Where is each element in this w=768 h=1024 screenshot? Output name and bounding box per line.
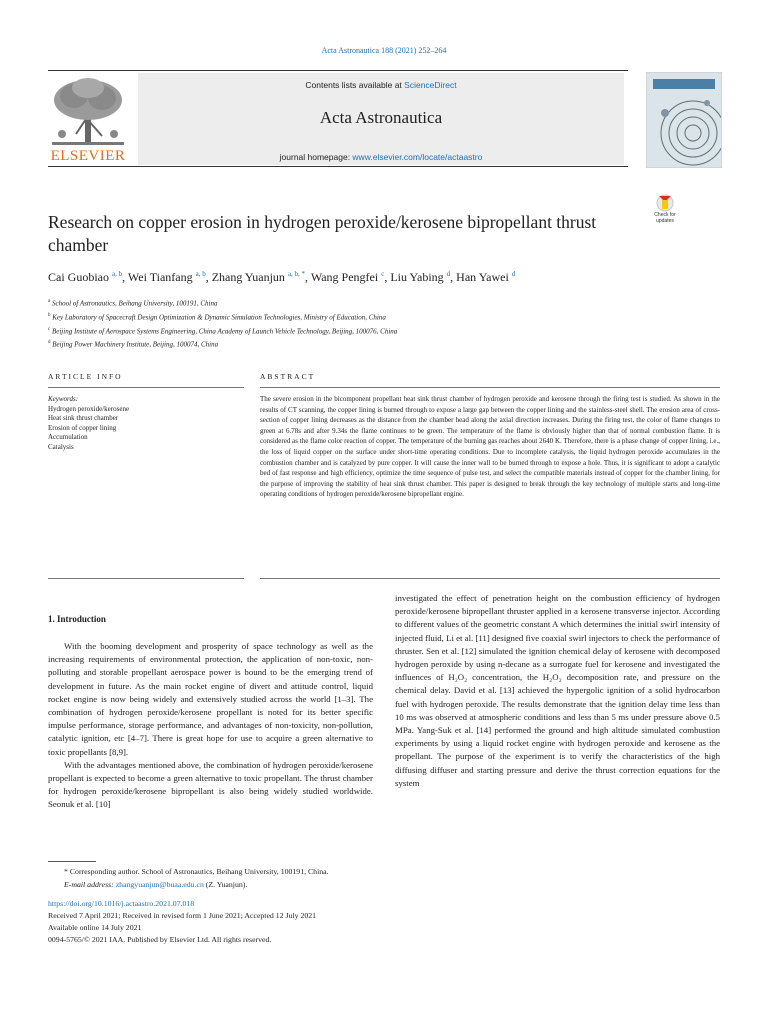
crossmark-label[interactable]: [644, 212, 686, 224]
keyword-item: Catalysis: [48, 442, 74, 451]
article-info-rule: [48, 387, 244, 388]
keyword-item: Accumulation: [48, 433, 88, 442]
author[interactable]: Wei Tianfang $^{a, b}$: [127, 270, 206, 284]
author[interactable]: Cai Guobiao $^{a, b}$: [48, 270, 123, 284]
author[interactable]: Liu Yabing $^d$: [390, 270, 451, 284]
sciencedirect-link[interactable]: ScienceDirect: [404, 80, 457, 90]
crossmark-line2: updates: [656, 218, 674, 224]
article-title: Research on copper erosion in hydrogen peroxide/kerosene bipropellant thrust chamber: [48, 212, 597, 255]
publication-info: [48, 898, 720, 946]
author-list: Cai Guobiao $^{a, b}$, Wei Tianfang $^{a, b}$, Zhang Yuanjun $^{a, b, *}$, Wang Pengfei $^c$, Liu Yabing $^d$, Han Yawei $^d$: [48, 270, 516, 284]
body-column-left: [48, 640, 373, 812]
keywords-label: Keywords:: [48, 395, 79, 403]
abstract-text: The severe erosion in the bicomponent propellant heat sink thrust chamber of hydrogen peroxide and kerosene through the firing test is studied. As shown in the results of CT scanning, the copper lining is burned through to expose a large gap between the copper lining and the stainless-steel shell. The erosion area of cross-section of copper lining decreases as the distance from the chamber head along the axial direction increases. During the firing test, the color of flame changes to green at 6.78s and after 9.34s the flame continues to be green. The temperature of the flame is obviously higher than that of normal combustion flame. It is considered as the flame color reaction of copper. The temperature of the burning gas reaches about 2640 K. Therefore, there is a phase change of copper lining, i.e., the loss of liquid copper on the surface under short-time operating conditions. Due to incomplete catalysis, the liquid hydrogen peroxide accumulates in the combustion chamber and is catalyzed by pure copper. It will cause the inner wall to be burned through to expose a hole. Thus, it is significant to adopt a catalytic bed of fast response and high efficiency, optimize the time sequence of pulse test, and select the compatible materials instead of copper for the chamber lining, for the purpose of improving the stability of heat sink thrust chamber. This paper is designed to break through the key technology of multiple starts and long-time operating conditions of hydrogen peroxide/kerosene bipropellant engine.: [260, 395, 720, 499]
journal-cover-thumbnail[interactable]: [646, 72, 722, 168]
contents-line: [138, 80, 624, 90]
header-rule-top: [48, 70, 628, 71]
footnote-rule: [48, 861, 96, 862]
received-dates: Received 7 April 2021; Received in revised form 1 June 2021; Accepted 12 July 2021: [48, 911, 317, 920]
keywords-list: [48, 395, 244, 453]
paragraph: With the advantages mentioned above, the combination of hydrogen peroxide/kerosene propellant is expected to become a green alternative to toxic propellant. The thrust chamber for hydrogen peroxide/kerosene bipropellant is also being widely studied worldwide. Seonuk et al. [10]: [48, 759, 373, 810]
email-suffix: (Z. Yuanjun).: [203, 879, 248, 889]
elsevier-wordmark[interactable]: ELSEVIER: [50, 148, 126, 164]
abstract-rule: [260, 387, 720, 388]
paragraph: With the booming development and prosperity of space technology as well as the increasing requirements of environmental protection, the application of non-toxic, non-polluting and storable propellant aerospace power is bound to be the emerging trend of development in future. As the main rocket engine of divert and attitude control, liquid rocket engine is now being widely and extensively studied across the world [1–3]. The combination of hydrogen peroxide/kerosene propellant is noted for its better specific impulse performance, storage performance, and advantages of non-toxicity, non-pollution, catalytic ignition, etc [4–7]. There is great hope for use to acquire a green alternative to toxic propellants [8,9].: [48, 641, 373, 757]
crossmark-line1: Check for: [654, 212, 676, 218]
abstract-rule-bottom: [260, 578, 720, 579]
section-heading-introduction: 1. Introduction: [48, 614, 106, 624]
journal-homepage: [138, 152, 624, 162]
header-rule-bottom: [48, 166, 628, 167]
keyword-item: Heat sink thrust chamber: [48, 414, 119, 423]
footnotes: [48, 866, 720, 891]
email-note: [48, 879, 720, 892]
author[interactable]: Zhang Yuanjun $^{a, b, *}$: [211, 270, 306, 284]
copyright: 0094-5765/© 2021 IAA. Published by Elsevier Ltd. All rights reserved.: [48, 935, 272, 944]
affiliation-item: $^c$ Beijing Institute of Aerospace Systems Engineering, China Academy of Launch Vehicle Technology, Beijing, 100076, China: [48, 326, 398, 335]
article-info-rule-bottom: [48, 578, 244, 579]
email-link[interactable]: zhangyuanjun@buaa.edu.cn: [115, 879, 204, 889]
corresponding-author-note: * Corresponding author. School of Astronautics, Beihang University, 100191, China.: [64, 867, 329, 876]
available-online: Available online 14 July 2021: [48, 923, 142, 932]
body-column-right: [395, 592, 720, 790]
affiliation-item: $^b$ Key Laboratory of Spacecraft Design Optimization & Dynamic Simulation Technologies, Ministry of Education, China: [48, 312, 386, 322]
email-label: E-mail address:: [64, 879, 116, 889]
homepage-link[interactable]: www.elsevier.com/locate/actaastro: [352, 152, 483, 162]
keyword-item: Erosion of copper lining: [48, 423, 117, 432]
author[interactable]: Wang Pengfei $^c$: [310, 270, 385, 284]
affiliations: [48, 296, 720, 351]
journal-citation[interactable]: Acta Astronautica 188 (2021) 252–264: [321, 46, 447, 55]
affiliation-item: $^a$ School of Astronautics, Beihang University, 100191, China: [48, 299, 218, 308]
abstract-heading: ABSTRACT: [260, 372, 316, 381]
article-info-heading: ARTICLE INFO: [48, 372, 123, 381]
doi-link[interactable]: https://doi.org/10.1016/j.actaastro.2021.07.018: [48, 899, 195, 908]
keyword-item: Hydrogen peroxide/kerosene: [48, 404, 130, 413]
homepage-prefix: journal homepage:: [279, 152, 353, 162]
contents-prefix: Contents lists available at: [305, 80, 405, 90]
paragraph: investigated the effect of penetration height on the combustion efficiency of hydrogen peroxide/kerosene bipropellant thruster applied in a kerosene transverse injector. According to different values of the geometric constant A which determines the initial swirl intensity of injected fluid, Li et al. [11] designed five coaxial swirl injectors to check the performance of thruster. Sen et al. [12] simulated the ignition chemical delay of kerosene with decomposed hydrogen peroxide by using n-decane as a surrogate fuel for kerosene and investigated the influences of H₂O₂ concentration, the H₂O₂ decomposition rate, and pressure on the chemical delay. David et al. [13] achieved the hypergolic ignition of a solid hydrocarbon fuel with hydrogen peroxide. The results demonstrate that the ignition delay time less than 10 ms was observed at atmospheric conditions and less than 5 ms under pressure above 0.5 MPa. Yang-Suk et al. [14] performed the ground and high altitude simulated combustion experiments by using a liquid rocket engine with hydrogen peroxide and kerosene as the propellant. The purpose of the experiment is to verify the characteristics of the high diffusing diffuser and starting pressure and derive the thrust correction equations for the system: [395, 593, 720, 788]
affiliation-item: $^d$ Beijing Power Machinery Institute, Beijing, 100074, China: [48, 340, 219, 349]
journal-name: Acta Astronautica: [319, 108, 443, 127]
author[interactable]: Han Yawei $^d$: [456, 270, 516, 284]
